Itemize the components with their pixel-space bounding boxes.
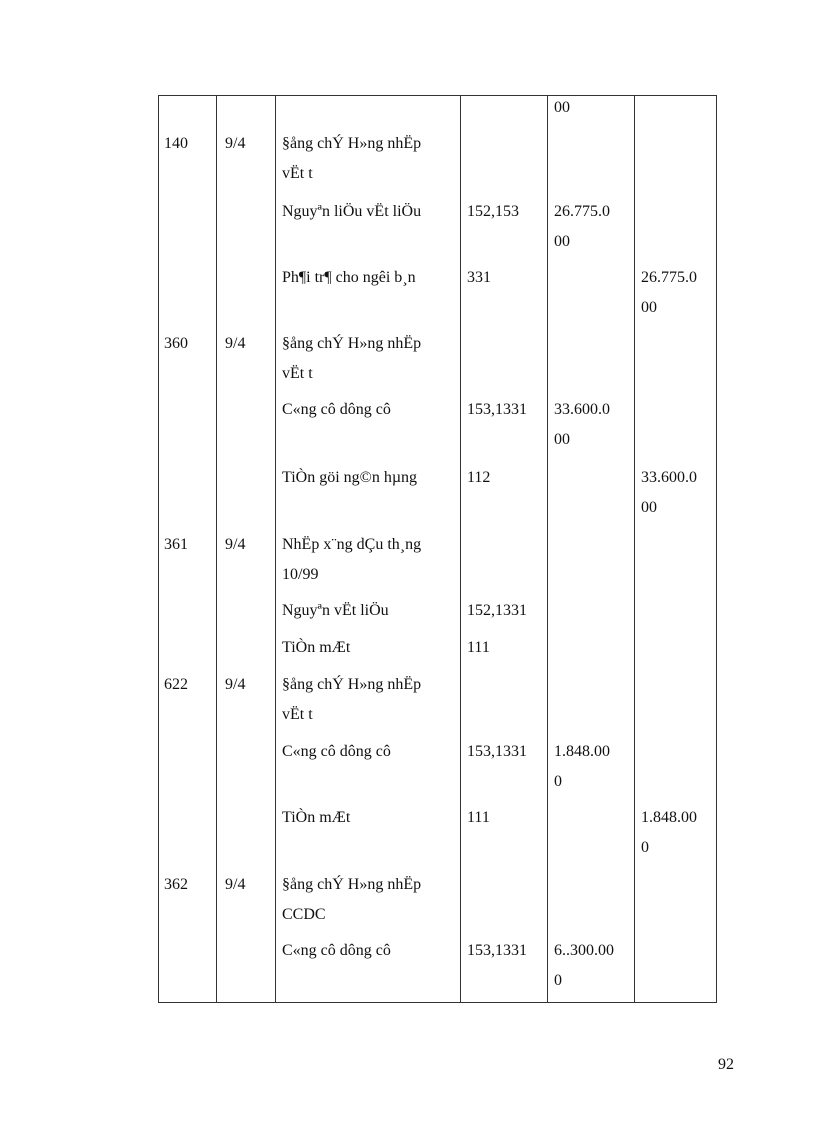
account-code: 153,1331	[467, 942, 527, 959]
account-code: 153,1331	[467, 743, 527, 760]
entry-number: 140	[164, 135, 188, 152]
credit-amount: 0	[641, 839, 649, 856]
entry-description: Nguyªn liÖu vËt liÖu	[282, 203, 422, 220]
entry-description: C«ng cô dông cô	[282, 942, 391, 959]
entry-date: 9/4	[225, 536, 246, 553]
entry-description: NhËp x¨ng dÇu th¸ng	[282, 536, 422, 553]
entry-description: §ång chÝ H»ng nhËp	[282, 676, 422, 693]
entry-description: Nguyªn vËt liÖu	[282, 602, 389, 619]
entry-description: §ång chÝ H»ng nhËp	[282, 135, 422, 152]
credit-amount: 00	[641, 499, 657, 516]
debit-amount: 1.848.00	[554, 743, 610, 760]
column-divider	[216, 96, 217, 1002]
column-divider	[547, 96, 548, 1002]
entry-description: §ång chÝ H»ng nhËp	[282, 876, 422, 893]
debit-amount: 00	[554, 431, 570, 448]
account-code: 111	[467, 809, 490, 826]
debit-amount: 00	[554, 233, 570, 250]
entry-number: 362	[164, 876, 188, 893]
column-divider	[634, 96, 635, 1002]
entry-number: 361	[164, 536, 188, 553]
entry-description: TiÒn mÆt	[282, 639, 351, 656]
debit-amount: 0	[554, 972, 562, 989]
account-code: 331	[467, 269, 491, 286]
entry-date: 9/4	[225, 676, 246, 693]
page-number: 92	[718, 1056, 734, 1073]
credit-amount: 1.848.00	[641, 809, 697, 826]
entry-number: 360	[164, 335, 188, 352]
entry-description: §ång chÝ H»ng nhËp	[282, 335, 422, 352]
column-divider	[460, 96, 461, 1002]
entry-date: 9/4	[225, 335, 246, 352]
ledger-table	[158, 95, 717, 1003]
entry-description: vËt t	[282, 165, 313, 182]
carry-over-amount: 00	[554, 99, 570, 116]
account-code: 152,1331	[467, 602, 527, 619]
entry-date: 9/4	[225, 135, 246, 152]
account-code: 152,153	[467, 203, 519, 220]
entry-description: TiÒn göi ng©n hµng	[282, 469, 418, 486]
debit-amount: 33.600.0	[554, 401, 610, 418]
entry-description: C«ng cô dông cô	[282, 743, 391, 760]
entry-date: 9/4	[225, 876, 246, 893]
entry-description: vËt t	[282, 706, 313, 723]
credit-amount: 33.600.0	[641, 469, 697, 486]
entry-description: 10/99	[282, 566, 319, 583]
debit-amount: 0	[554, 773, 562, 790]
entry-number: 622	[164, 676, 188, 693]
account-code: 111	[467, 639, 490, 656]
entry-description: vËt t	[282, 365, 313, 382]
entry-description: TiÒn mÆt	[282, 809, 351, 826]
entry-description: C«ng cô dông cô	[282, 401, 391, 418]
entry-description: CCDC	[282, 906, 326, 923]
account-code: 153,1331	[467, 401, 527, 418]
credit-amount: 26.775.0	[641, 269, 697, 286]
column-divider	[275, 96, 276, 1002]
account-code: 112	[467, 469, 491, 486]
column-divider	[716, 96, 717, 1002]
credit-amount: 00	[641, 299, 657, 316]
debit-amount: 6..300.00	[554, 942, 614, 959]
debit-amount: 26.775.0	[554, 203, 610, 220]
entry-description: Ph¶i tr¶ cho ngêi b¸n	[282, 269, 416, 286]
